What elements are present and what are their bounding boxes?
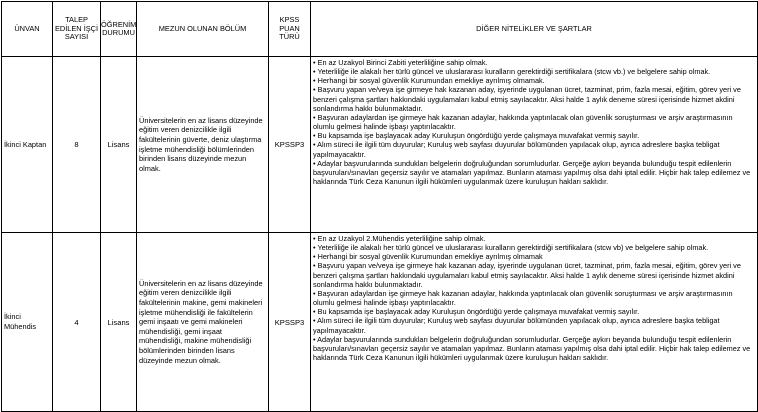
cell-education: Lisans [101,57,137,233]
requirement-item: • Alım süreci ile ilgili tüm duyurular; Kuruluş web sayfası duyurular bölümünden yapılacak olup, ayrıca adreslere başka tebligat yapılmayacaktır. [313,140,720,159]
job-requirements-table [1,1,758,412]
requirement-item: • Herhangi bir sosyal güvenlik Kurumundan emekliye ayrılmış olmamak [313,252,543,262]
cell-count: 8 [53,57,101,233]
requirement-item: • Başvuran adaylardan işe girmeye hak kazanan adaylar, hakkında yaptırılacak olan güvenlik soruşturması ve arşiv araştırmasının olumlu gelmesi halinde işbaşı yaptırılacaktır. [313,112,733,132]
cell-kpss: KPSSP3 [269,57,311,233]
requirement-item: • Adaylar başvurularında sundukları belgelerin doğruluğundan sorumludurlar. Gerçeğe aykırı beyanda bulunduğu tespit edilenlerin başvuruları/sınavları geçersiz sayılır ve atamaları yapılmaz. Bunların ataması yapılmış olsa dahi iptal edilir. Hiçbir hak talep edilemez ve haklarında Türk Ceza Kanunun ilgili hükümleri uygulanmak üzere kuruluşun hakları saklıdır. [313,334,751,363]
table-row [2,57,758,233]
cell-education: Lisans [101,233,137,412]
cell-title: İkinci Kaptan [2,57,53,233]
header-education: ÖĞRENİM DURUMU [101,2,137,57]
requirement-item: • Başvuru yapan ve/veya işe girmeye hak kazanan aday, işyerinde uygulanan ücret, tazminat, prim, fazla mesai, eğitim, görev yeri ve benzeri çalışma şartları hakkındaki uygulamaları kabul etmiş sayılacaktır. Aksi halde 1 aylık deneme süresi içerisinde hizmet akdini sonlandırma hakkı bulunmaktadır. [313,261,741,289]
cell-title: İkinci Mühendis [2,233,53,412]
header-title: ÜNVAN [2,2,53,57]
requirement-item: • Yeterliliğe ile alakalı her türlü güncel ve uluslararası kuralların gerektirdiği sertifikalara (stcw vb.) ve belgelere sahip olmak. [313,67,711,77]
requirement-item: • Yeterliliğe ile alakalı her türlü güncel ve uluslararası kuralların gerektirdiği sertifikalara (stcw vb) ve belgelere sahip olmak. [313,243,709,253]
requirement-item: • En az Uzakyol Birinci Zabiti yeterliliğine sahip olmak. [313,58,488,67]
cell-department: Üniversitelerin en az lisans düzeyinde eğitim veren denizcilikle ilgili fakültelerinin makine, gemi makineleri işletme mühendisliği ile fakültelerin gemi inşaatı ve gemi makineleri mühendisliği, gemi inşaat mühendisliği, makine mühendisliği bölümlerinden birinden lisans düzeyinde mezun olmak. [137,233,269,412]
requirement-item: • Başvuru yapan ve/veya işe girmeye hak kazanan aday, işyerinde uygulanan ücret, tazminat, prim, fazla mesai, eğitim, görev yeri ve benzeri çalışma şartları hakkındaki uygulamaları kabul etmiş sayılacaktır. Aksi halde 1 aylık deneme süresi içerisinde hizmet akdini sonlandırma hakkı bulunmaktadır. [313,85,741,113]
cell-requirements [311,57,758,233]
requirement-item: • Adaylar başvurularında sundukları belgelerin doğruluğundan sorumludurlar. Gerçeğe aykırı beyanda bulunduğu tespit edilenlerin başvuruları/sınavları geçersiz sayılır ve atamaları yapılmaz. Bunların ataması yapılmış olsa dahi iptal edilir. Hiçbir hak talep edilemez ve haklarında Türk Ceza Kanunun ilgili hükümleri uygulanmak üzere kuruluşun hakları saklıdır. [313,158,751,187]
requirement-item: • Herhangi bir sosyal güvenlik Kurumundan emekliye ayrılmış olmamak. [313,76,545,86]
requirement-item: • Bu kapsamda işe başlayacak aday Kuruluşun öngördüğü yerde çalışmaya muvafakat vermiş sayılır. [313,131,640,141]
cell-count: 4 [53,233,101,412]
header-row [2,2,758,57]
header-department: MEZUN OLUNAN BÖLÜM [137,2,269,57]
cell-requirements [311,233,758,412]
table-row [2,233,758,412]
requirement-item: • Bu kapsamda işe başlayacak aday Kuruluşun öngördüğü yerde çalışmaya muvafakat vermiş sayılır. [313,307,640,317]
requirement-item: • Alım süreci ile ilgili tüm duyurular; Kuruluş web sayfası duyurular bölümünden yapılacak olup, ayrıca adreslere başka tebligat yapılmayacaktır. [313,316,720,335]
header-other: DİĞER NİTELİKLER VE ŞARTLAR [311,2,758,57]
header-count: TALEP EDİLEN İŞÇİ SAYISI [53,2,101,57]
header-kpss: KPSS PUAN TÜRÜ [269,2,311,57]
cell-department: Üniversitelerin en az lisans düzeyinde eğitim veren denizcilikle ilgili fakültelerinin güverte, deniz ulaştırma işletme mühendisliği bölümlerinden birinden lisans düzeyinde mezun olmak. [137,57,269,233]
cell-kpss: KPSSP3 [269,233,311,412]
requirement-item: • Başvuran adaylardan işe girmeye hak kazanan adaylar, hakkında yaptırılacak olan güvenlik soruşturması ve arşiv araştırmasının olumlu gelmesi halinde işbaşı yaptırılacaktır. [313,288,733,308]
requirement-item: • En az Uzakyol 2.Mühendis yeterliliğine sahip olmak. [313,234,486,243]
